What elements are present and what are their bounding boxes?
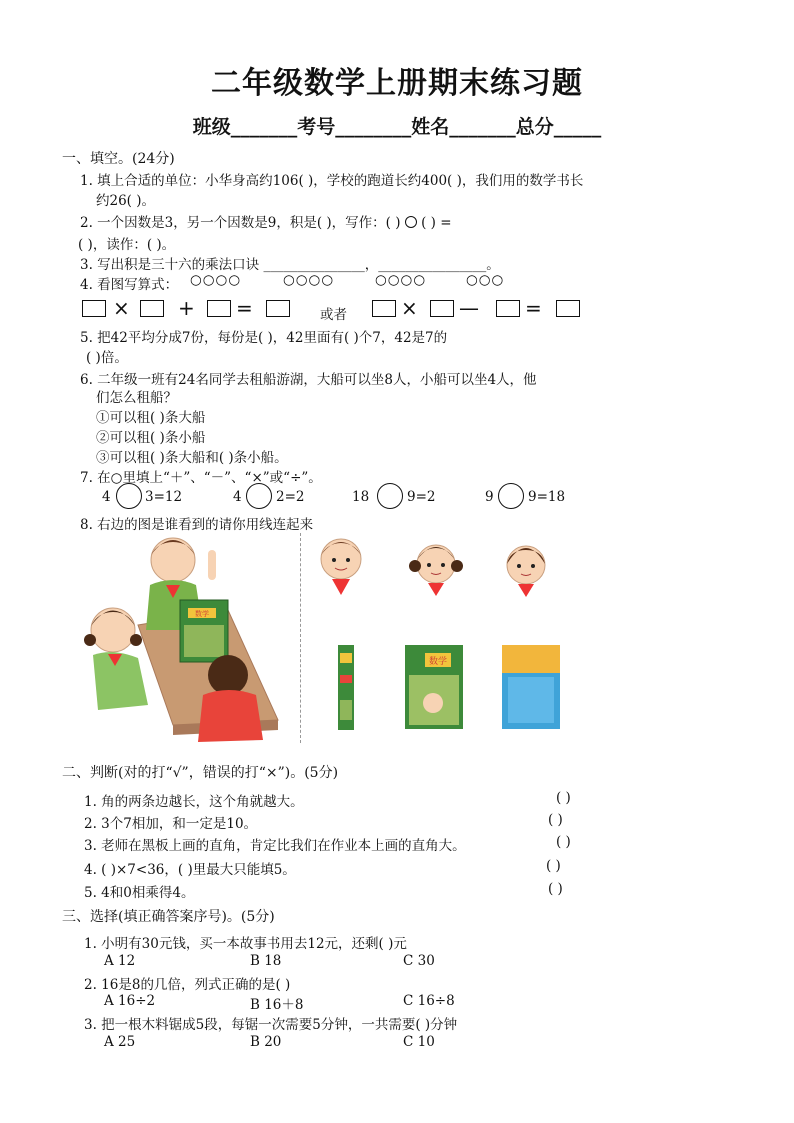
operator-circle-icon xyxy=(405,216,417,228)
book-title-label: 数学 xyxy=(195,610,209,618)
choice-q2-option-b: B 16＋8 xyxy=(250,997,304,1013)
answer-box[interactable] xyxy=(372,300,396,317)
q7-item3-a: 18 xyxy=(352,489,370,505)
q6-option1: ①可以租( )条大船 xyxy=(96,410,206,426)
judge-answer-3[interactable]: ( ) xyxy=(556,834,571,850)
q4-dots-group-3: ○○○○ xyxy=(375,272,427,288)
q6-line1: 6. 二年级一班有24名同学去租船游湖，大船可以坐8人，小船可以坐4人，他 xyxy=(80,372,537,388)
q3-line: 3. 写出积是三十六的乘法口诀 _______________，________________。 xyxy=(80,257,500,273)
answer-box[interactable] xyxy=(496,300,520,317)
q1-line1: 1. 填上合适的单位：小华身高约106( )，学校的跑道长约400( )，我们用的数学书长 xyxy=(80,173,584,189)
choice-q2: 2. 16是8的几倍，列式正确的是( ) xyxy=(84,977,291,993)
girl-shirt-icon xyxy=(93,652,148,710)
book-spine-view[interactable] xyxy=(338,645,354,730)
children-table-illustration xyxy=(78,530,298,745)
judge-item-2: 2. 3个7相加，和一定是10。 xyxy=(84,816,258,832)
q7-item2-a: 4 xyxy=(233,489,242,505)
answer-box[interactable] xyxy=(266,300,290,317)
q4-label: 4. 看图写算式： xyxy=(80,277,179,293)
judge-answer-2[interactable]: ( ) xyxy=(548,812,563,828)
multiply-sign: × xyxy=(113,296,130,320)
section1-heading: 一、填空。(24分) xyxy=(62,151,175,167)
book-cover-view[interactable] xyxy=(405,645,463,729)
q7-line: 7. 在○里填上“＋”、“－”、“×”或“÷”。 xyxy=(80,470,322,486)
choice-q1: 1. 小明有30元钱，买一本故事书用去12元，还剩( )元 xyxy=(84,936,407,952)
q7-item1-b: 3=12 xyxy=(145,489,183,505)
minus-sign: — xyxy=(459,296,479,320)
choice-q3-option-b: B 20 xyxy=(250,1034,282,1050)
judge-item-5: 5. 4和0相乘得4。 xyxy=(84,885,195,901)
judge-item-1: 1. 角的两条边越长，这个角就越大。 xyxy=(84,794,304,810)
judge-answer-5[interactable]: ( ) xyxy=(548,881,563,897)
plus-sign: + xyxy=(178,296,195,320)
q2-text-pre: 2. 一个因数是3，另一个因数是9，积是( )，写作：( ) xyxy=(80,215,401,231)
answer-box[interactable] xyxy=(556,300,580,317)
operator-circle[interactable] xyxy=(498,483,524,509)
q5-line1: 5. 把42平均分成7份，每份是( )，42里面有( )个7，42是7的 xyxy=(80,330,448,346)
judge-answer-4[interactable]: ( ) xyxy=(546,858,561,874)
section3-heading: 三、选择(填正确答案序号)。(5分) xyxy=(62,909,275,925)
girl-face-option[interactable] xyxy=(408,540,464,598)
judge-answer-1[interactable]: ( ) xyxy=(556,790,571,806)
operator-circle[interactable] xyxy=(116,483,142,509)
q6-line2: 们怎么租船？ xyxy=(96,390,177,406)
q5-line2: ( )倍。 xyxy=(86,350,128,366)
operator-circle[interactable] xyxy=(246,483,272,509)
dashed-divider xyxy=(300,533,301,743)
choice-q2-option-a: A 16÷2 xyxy=(104,993,156,1009)
equals-sign: = xyxy=(236,296,253,320)
choice-q1-option-a: A 12 xyxy=(104,953,136,969)
q8-line: 8. 右边的图是谁看到的请你用线连起来 xyxy=(80,517,314,533)
section2-heading: 二、判断(对的打“√”，错误的打“×”)。(5分) xyxy=(62,765,339,781)
q4-dots-group-2: ○○○○ xyxy=(283,272,335,288)
choice-q3-option-a: A 25 xyxy=(104,1034,136,1050)
or-label: 或者 xyxy=(320,307,347,323)
answer-box[interactable] xyxy=(82,300,106,317)
child-red-shirt-icon xyxy=(198,690,263,742)
book-back-view[interactable] xyxy=(502,645,560,729)
choice-q1-option-b: B 18 xyxy=(250,953,282,969)
q2-line2: ( )，读作：( )。 xyxy=(78,237,176,253)
book-cover-title: 数学 xyxy=(428,657,448,667)
answer-box[interactable] xyxy=(207,300,231,317)
q2-line1 xyxy=(80,211,452,231)
q7-item4-b: 9=18 xyxy=(528,489,566,505)
q1-line2: 约26( )。 xyxy=(96,193,156,209)
operator-circle[interactable] xyxy=(377,483,403,509)
multiply-sign: × xyxy=(401,296,418,320)
answer-box[interactable] xyxy=(430,300,454,317)
judge-item-4: 4. ( )×7<36，( )里最大只能填5。 xyxy=(84,862,296,878)
child-back-head-icon xyxy=(208,655,248,695)
q7-item3-b: 9=2 xyxy=(407,489,436,505)
girl-head-icon xyxy=(91,608,135,652)
choice-q3-option-c: C 10 xyxy=(403,1034,435,1050)
choice-q1-option-c: C 30 xyxy=(403,953,435,969)
choice-q2-option-c: C 16÷8 xyxy=(403,993,455,1009)
q6-option3: ③可以租( )条大船和( )条小船。 xyxy=(96,450,288,466)
judge-item-3: 3. 老师在黑板上画的直角，肯定比我们在作业本上画的直角大。 xyxy=(84,838,466,854)
boy-face-option[interactable] xyxy=(318,535,364,597)
q4-dots-group-4: ○○○ xyxy=(466,272,505,288)
page-title: 二年级数学上册期末练习题 xyxy=(211,66,583,101)
equals-sign: = xyxy=(525,296,542,320)
choice-q3: 3. 把一根木料锯成5段，每锯一次需要5分钟，一共需要( )分钟 xyxy=(84,1017,458,1033)
answer-box[interactable] xyxy=(140,300,164,317)
girl-front-face-option[interactable] xyxy=(502,540,550,598)
q2-text-post: ( ) = xyxy=(421,215,452,231)
boy-head-icon xyxy=(151,538,195,582)
q7-item1-a: 4 xyxy=(102,489,111,505)
q7-item4-a: 9 xyxy=(485,489,494,505)
q6-option2: ②可以租( )条小船 xyxy=(96,430,206,446)
q7-item2-b: 2=2 xyxy=(276,489,305,505)
q4-dots-group-1: ○○○○ xyxy=(190,272,242,288)
student-info-line: 班级_______考号________姓名_______总分_____ xyxy=(192,116,602,138)
